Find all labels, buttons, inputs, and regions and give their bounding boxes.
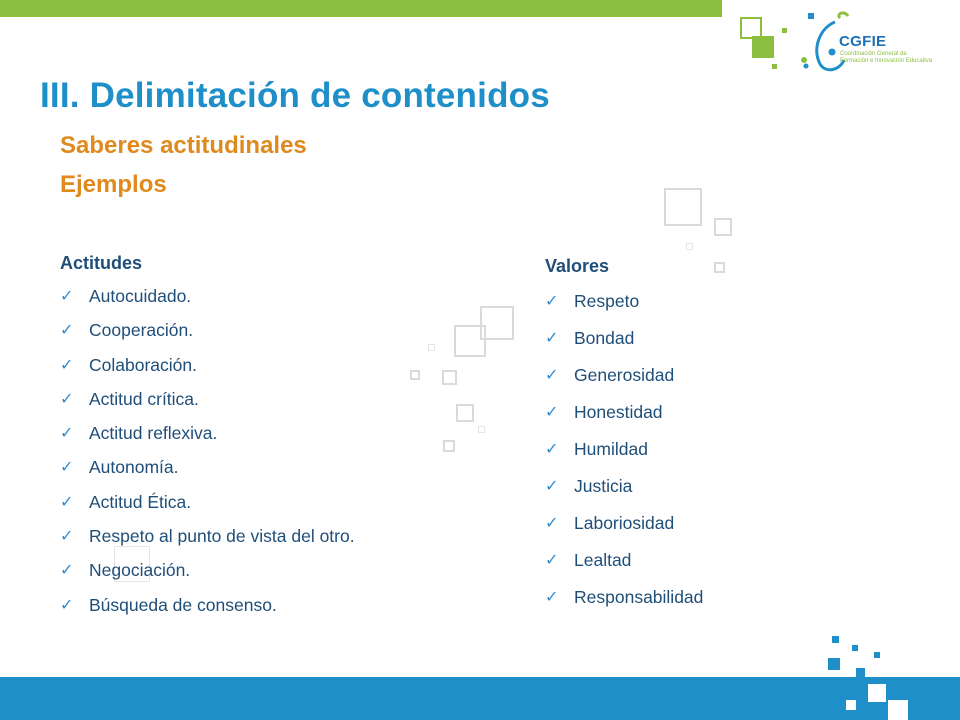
list-item bbox=[60, 320, 355, 354]
valores-heading: Valores bbox=[545, 256, 610, 276]
decor-square bbox=[888, 700, 908, 720]
list-item-label: Actitud Ética. bbox=[89, 491, 192, 512]
list-item-label: Actitud crítica. bbox=[89, 388, 199, 409]
list-item bbox=[60, 526, 355, 560]
decor-square bbox=[456, 404, 474, 422]
decor-square bbox=[714, 218, 732, 236]
list-item bbox=[545, 513, 703, 550]
list-item-label: Negociación. bbox=[89, 560, 191, 581]
list-item-label: Humildad bbox=[574, 439, 648, 459]
list-item-label: Responsabilidad bbox=[574, 587, 704, 607]
list-item bbox=[60, 492, 355, 526]
checkmark-icon: ✓ bbox=[545, 476, 559, 495]
decor-square bbox=[846, 700, 856, 710]
decor-square bbox=[714, 262, 725, 273]
list-item-label: Respeto bbox=[574, 291, 640, 311]
checkmark-icon: ✓ bbox=[60, 354, 74, 374]
checkmark-icon: ✓ bbox=[545, 587, 559, 606]
decor-square bbox=[442, 370, 457, 385]
list-item bbox=[60, 355, 355, 389]
decor-square bbox=[868, 684, 886, 702]
checkmark-icon: ✓ bbox=[545, 291, 559, 310]
decor-square bbox=[832, 636, 839, 643]
checkmark-icon: ✓ bbox=[60, 491, 74, 511]
list-item bbox=[545, 550, 703, 587]
decor-square bbox=[410, 370, 420, 380]
checkmark-icon: ✓ bbox=[60, 594, 74, 614]
decor-square bbox=[428, 344, 435, 351]
checkmark-icon: ✓ bbox=[60, 560, 74, 580]
list-item-label: Actitud reflexiva. bbox=[89, 423, 218, 444]
actitudes-heading: Actitudes bbox=[60, 253, 143, 273]
checkmark-icon: ✓ bbox=[545, 402, 559, 421]
page-subtitle-examples: Ejemplos bbox=[60, 171, 167, 198]
decor-square bbox=[874, 652, 880, 658]
list-item bbox=[60, 560, 355, 594]
list-item-label: Autocuidado. bbox=[89, 286, 192, 306]
list-item bbox=[545, 365, 703, 402]
page-subtitle: Saberes actitudinales bbox=[60, 132, 307, 159]
checkmark-icon: ✓ bbox=[60, 423, 74, 443]
list-item bbox=[545, 328, 703, 365]
actitudes-list bbox=[60, 286, 355, 629]
list-item bbox=[545, 291, 703, 328]
list-item bbox=[60, 423, 355, 457]
list-item bbox=[60, 457, 355, 491]
decor-square bbox=[478, 426, 485, 433]
decor-square bbox=[828, 658, 840, 670]
list-item bbox=[60, 595, 355, 629]
decor-square bbox=[852, 645, 858, 651]
checkmark-icon: ✓ bbox=[60, 286, 74, 305]
logo-line-1: Coordinación General de bbox=[840, 51, 907, 57]
decor-square bbox=[686, 243, 693, 250]
list-item-label: Bondad bbox=[574, 328, 635, 348]
valores-list bbox=[545, 291, 703, 624]
decor-square bbox=[856, 668, 865, 677]
decor-square bbox=[443, 440, 455, 452]
decor-square bbox=[664, 188, 702, 226]
list-item-label: Cooperación. bbox=[89, 320, 194, 341]
list-item-label: Lealtad bbox=[574, 550, 632, 570]
checkmark-icon: ✓ bbox=[545, 513, 559, 532]
list-item bbox=[545, 587, 703, 624]
page-title: III. Delimitación de contenidos bbox=[40, 76, 550, 115]
list-item bbox=[545, 439, 703, 476]
list-item bbox=[60, 389, 355, 423]
logo-line-2: Formación e Innovación Educativa bbox=[840, 58, 933, 64]
decor-square bbox=[454, 325, 486, 357]
checkmark-icon: ✓ bbox=[60, 526, 74, 546]
checkmark-icon: ✓ bbox=[60, 320, 74, 340]
list-item-label: Colaboración. bbox=[89, 354, 197, 375]
bottom-blue-bar bbox=[0, 677, 960, 720]
list-item-label: Búsqueda de consenso. bbox=[89, 594, 277, 615]
checkmark-icon: ✓ bbox=[60, 457, 74, 477]
checkmark-icon: ✓ bbox=[545, 328, 559, 347]
list-item-label: Honestidad bbox=[574, 402, 663, 422]
list-item bbox=[60, 286, 355, 320]
list-item bbox=[545, 402, 703, 439]
checkmark-icon: ✓ bbox=[545, 439, 559, 458]
checkmark-icon: ✓ bbox=[545, 365, 559, 384]
list-item-label: Generosidad bbox=[574, 365, 675, 385]
checkmark-icon: ✓ bbox=[60, 388, 74, 408]
top-green-bar bbox=[0, 0, 722, 17]
list-item-label: Autonomía. bbox=[89, 457, 179, 478]
list-item-label: Laboriosidad bbox=[574, 513, 675, 533]
list-item-label: Justicia bbox=[574, 476, 633, 496]
list-item bbox=[545, 476, 703, 513]
logo-name: CGFIE bbox=[839, 33, 887, 50]
checkmark-icon: ✓ bbox=[545, 550, 559, 569]
list-item-label: Respeto al punto de vista del otro. bbox=[89, 526, 355, 547]
